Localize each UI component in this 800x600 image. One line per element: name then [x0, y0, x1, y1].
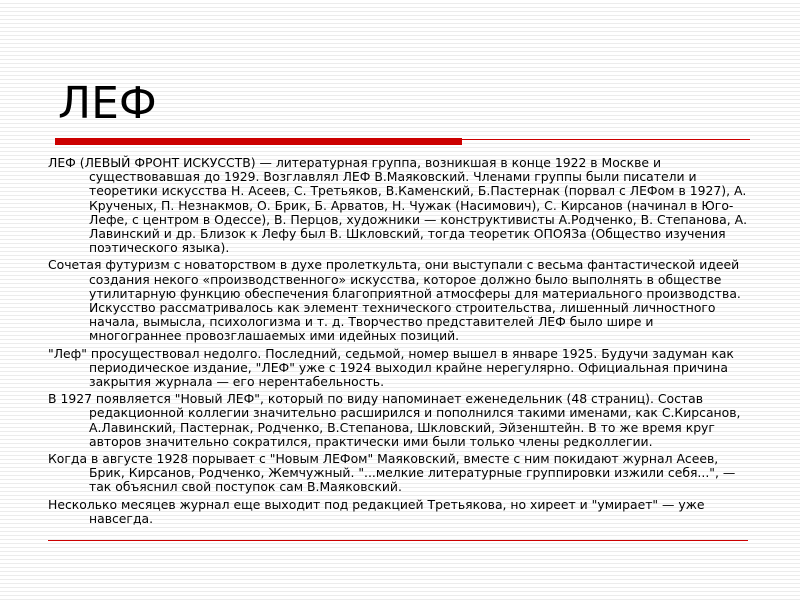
title-underline-thin	[462, 139, 750, 140]
title-underline-thick	[55, 138, 462, 145]
paragraph-new-lef: В 1927 появляется "Новый ЛЕФ", который по виду напоминает еженедельник (48 страниц). Состав редакционной коллегии значительно расширился и пополнился такими именами, как С.Кирсанов, А.Лавинский, Пастернак, Родченко, В.Степанова, Шкловский, Эйзенштейн. В то же время круг авторов значительно сократился, практически ими были только члены редколлегии.	[48, 391, 741, 449]
paragraph-intro: ЛЕФ (ЛЕВЫЙ ФРОНТ ИСКУССТВ) — литературная группа, возникшая в конце 1922 в Москве и существовавшая до 1929. Возглавлял ЛЕФ В.Маяковский. Членами группы были писатели и теоретики искусства Н. Асеев, С. Третьяков, В.Каменский, Б.Пастернак (порвал с ЛЕФом в 1927), А. Крученых, П. Незнакмов, О. Брик, Б. Арватов, Н. Чужак (Насимович), С. Кирсанов (начинал в Юго-Лефе, с центром в Одессе), В. Перцов, художники — конструктивисты А.Родченко, В. Степанова, А. Лавинский и др. Близок к Лефу был В. Шкловский, тогда теоретик ОПОЯЗа (Общество изучения поэтического языка).	[48, 155, 748, 256]
bottom-rule	[48, 540, 748, 541]
paragraph-lef-history: "Леф" просуществовал недолго. Последний, седьмой, номер вышел в январе 1925. Будучи задуман как периодическое издание, "ЛЕФ" уже с 1924 выходил крайне нерегулярно. Официальная причина закрытия журнала — его нерентабельность.	[48, 345, 734, 390]
paragraph-end: Несколько месяцев журнал еще выходит под редакцией Третьякова, но хиреет и "умирает" — уже навсегда.	[48, 496, 705, 526]
slide-title: ЛЕФ	[58, 78, 157, 129]
paragraph-ideology: Сочетая футуризм с новаторством в духе пролеткульта, они выступали с весьма фантастической идеей создания некого «производственного» искусства, которое должно было выполнять в обществе утилитарную функцию обеспечения благоприятной атмосферы для материального производства. Искусство рассматривалось как элемент технического строительства, лишенный личностного начала, вымысла, психологизма и т. д. Творчество представителей ЛЕФ было шире и многограннее провозглашаемых ими идейных позиций.	[48, 257, 741, 344]
paragraph-mayakovsky-leaves: Когда в августе 1928 порывает с "Новым ЛЕФом" Маяковский, вместе с ним покидают журнал Асеев, Брик, Кирсанов, Родченко, Жемчужный. "...мелкие литературные группировки изжили себя...", — так объяснил свой поступок сам В.Маяковский.	[48, 451, 736, 495]
slide-body	[48, 156, 748, 529]
